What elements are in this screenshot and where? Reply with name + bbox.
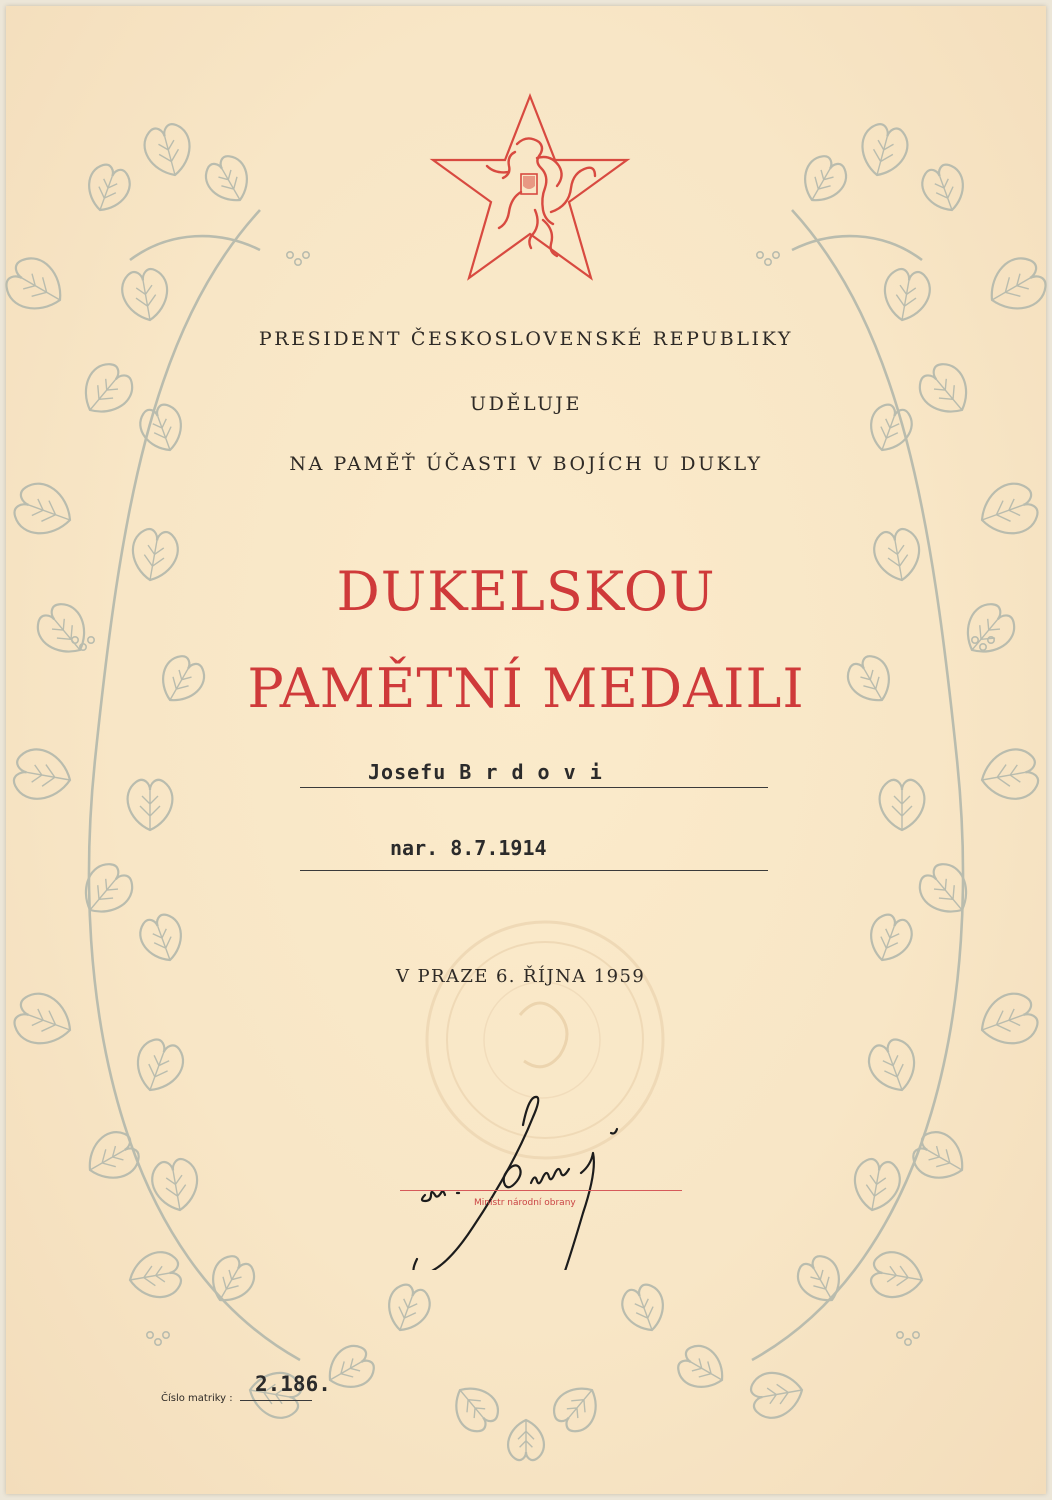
recipient-name-rule [300,787,768,788]
award-title-line1: DUKELSKOU [336,560,716,623]
wreath-leaf [880,780,925,830]
wreath-leaf [855,121,911,181]
wreath-berry [147,1332,153,1338]
wreath-leaf [119,267,172,324]
wreath-leaf [864,1035,923,1097]
wreath-berry [295,259,301,265]
wreath-leaf [203,1251,260,1310]
wreath-leaf [548,1377,608,1437]
wreath-berry [163,1332,169,1338]
wreath-vine [792,236,922,260]
wreath-berry [287,252,293,258]
wreath-berry [980,644,986,650]
header-president: PRESIDENT ČESKOSLOVENSKÉ REPUBLIKY [258,328,794,350]
wreath-leaf [73,857,140,924]
wreath-leaf [126,1249,183,1302]
issue-place-date: V PRAZE 6. ŘÍJNA 1959 [396,966,646,987]
wreath-berry [757,252,763,258]
wreath-berry [905,1339,911,1345]
wreath-leaf [980,251,1052,321]
wreath-leaf [508,1420,544,1460]
wreath-leaf [749,1368,806,1421]
wreath-leaf [200,151,257,210]
header-dedication: NA PAMĚŤ ÚČASTI V BOJÍCH U DUKLY [289,453,763,475]
wreath-leaf [974,988,1043,1053]
wreath-leaf [10,988,79,1053]
wreath-leaf [795,151,852,210]
wreath-berry [773,252,779,258]
wreath-leaf [81,161,134,217]
wreath-leaf [673,1340,732,1397]
wreath-leaf [863,911,916,967]
recipient-birth-date: nar. 8.7.1914 [390,836,547,860]
wreath-berry [88,637,94,643]
recipient-birth-rule [300,870,768,871]
wreath-leaf [974,478,1043,543]
wreath-leaf [445,1377,505,1437]
registry-number: 2.186. [255,1372,331,1396]
wreath-vine [89,210,300,1360]
wreath-leaf [792,1251,849,1310]
wreath-leaf [918,161,971,217]
wreath-leaf [11,746,74,804]
signatory-title: Ministr národní obrany [474,1198,576,1208]
award-title-line2: PAMĚTNÍ MEDAILI [247,657,805,720]
wreath-leaf [381,1281,434,1337]
registry-number-label: Číslo matriky : [161,1393,233,1404]
wreath-leaf [140,121,196,181]
wreath-berry [72,637,78,643]
wreath-leaf [618,1281,671,1337]
header-awards: UDĚLUJE [470,393,582,415]
signature-rule [400,1190,682,1191]
wreath-berry [897,1332,903,1338]
wreath-berry [303,252,309,258]
wreath-berry [155,1339,161,1345]
wreath-leaf [880,267,933,324]
wreath-berry [913,1332,919,1338]
wreath-leaf [978,746,1041,804]
signature [405,1085,655,1270]
wreath-leaf [128,780,173,830]
wreath-leaf [136,911,189,967]
wreath-leaf [129,1035,188,1097]
wreath-berry [765,259,771,265]
wreath-berry [972,637,978,643]
wreath-vine [130,236,260,260]
wreath-leaf [913,857,980,924]
star-lion-emblem-icon [425,92,635,292]
wreath-leaf [10,478,79,543]
wreath-leaf [869,1249,926,1302]
registry-number-rule [240,1400,312,1401]
recipient-name: Josefu B r d o v i [368,760,603,784]
wreath-leaf [0,251,72,321]
wreath-vine [752,210,963,1360]
